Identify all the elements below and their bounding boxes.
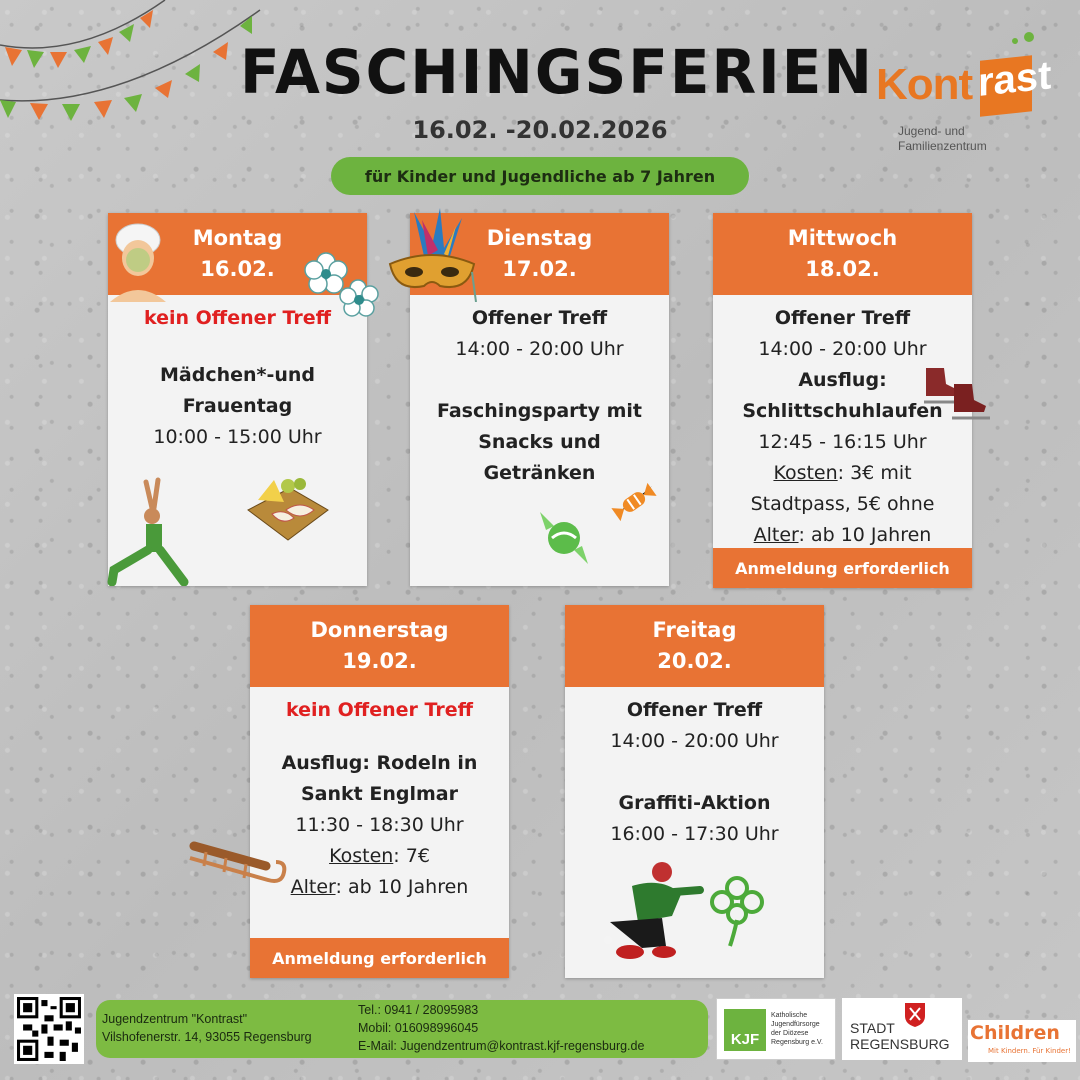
kjf-line: Regensburg e.V. (771, 1039, 823, 1046)
org-name: Jugendzentrum "Kontrast" (102, 1012, 248, 1026)
audience-badge: für Kinder und Jugendliche ab 7 Jahren (331, 157, 749, 195)
day-card-header (565, 605, 824, 687)
activity-title: Mädchen*-und (159, 364, 315, 386)
kjf-line: Jugendfürsorge (771, 1021, 820, 1028)
stadt-line: REGENSBURG (850, 1036, 950, 1052)
logo-subtitle (898, 124, 987, 154)
ice-skates-icon (920, 362, 994, 422)
activity-title: Snacks und (478, 431, 601, 453)
registration-banner: Anmeldung erforderlich (713, 548, 972, 588)
stadt-regensburg-logo (842, 998, 962, 1060)
date-range: 16.02. -20.02.2026 (412, 116, 668, 144)
activity-title: Ausflug: Rodeln in (281, 752, 478, 774)
activity-title: Getränken (483, 462, 596, 484)
day-date: 17.02. (502, 257, 577, 281)
logo-subtitle-line: Familienzentrum (898, 139, 987, 153)
candy-green-icon (536, 508, 592, 568)
children-logo (968, 1020, 1076, 1062)
age-line (713, 520, 972, 551)
cost-label: Kosten (773, 462, 838, 484)
bunting-garland-icon (0, 0, 270, 140)
kjf-line: der Diözese (771, 1030, 809, 1037)
cost-line (713, 458, 972, 489)
logo-subtitle-line: Jugend- und (898, 124, 965, 138)
activity-title: Sankt Englmar (301, 783, 458, 805)
kjf-short: KJF (730, 1031, 760, 1048)
clover-graffiti-icon (708, 874, 766, 948)
status-text: Offener Treff (774, 307, 911, 329)
yoga-woman-icon (106, 474, 190, 586)
phone: Tel.: 0941 / 28095983 (358, 1003, 479, 1017)
logo-text: Kont (876, 60, 973, 109)
mobile: Mobil: 016098996045 (358, 1021, 479, 1035)
logo-box-text: rast (978, 53, 1052, 105)
org-street: Vilshofenerstr. 14, 93055 Regensburg (102, 1030, 312, 1044)
qr-code-icon (14, 994, 84, 1064)
registration-banner: Anmeldung erforderlich (250, 938, 509, 978)
kontrast-logo (874, 52, 1054, 162)
activity-title: Frauentag (182, 395, 293, 417)
candy-orange-icon (610, 482, 658, 522)
logo-box (978, 53, 1052, 116)
activity-title: Ausflug: (798, 369, 887, 391)
logo-dot (1024, 32, 1034, 42)
day-date: 18.02. (805, 257, 880, 281)
children-slogan: Mit Kindern. Für Kinder! (988, 1047, 1071, 1055)
cost-label: Kosten (329, 845, 394, 867)
open-time: 14:00 - 20:00 Uhr (610, 730, 779, 752)
graffiti-sprayer-icon (602, 856, 706, 966)
email-link[interactable]: E-Mail: Jugendzentrum@kontrast.kjf-regensburg.de (358, 1039, 645, 1053)
activity-time: 11:30 - 18:30 Uhr (295, 814, 464, 836)
kjf-logo (716, 998, 836, 1060)
org-address (102, 1010, 312, 1046)
flower-icon (302, 248, 386, 322)
cost-value: : 3€ mit (837, 462, 912, 484)
day-card-body (565, 695, 824, 850)
activity-time: 16:00 - 17:30 Uhr (610, 823, 779, 845)
kjf-logo-mark (724, 1009, 766, 1051)
status-text: Offener Treff (471, 307, 608, 329)
age-value: : ab 10 Jahren (798, 524, 932, 546)
day-card-body (713, 303, 972, 551)
activity-time: 10:00 - 15:00 Uhr (153, 426, 322, 448)
kjf-text (771, 1011, 823, 1047)
stadt-text (850, 1020, 950, 1052)
status-text: kein Offener Treff (143, 307, 331, 329)
cost-value: : 7€ (393, 845, 430, 867)
page-title: FASCHINGSFERIEN (240, 36, 874, 108)
logo-dot (1012, 38, 1018, 44)
day-name: Montag (192, 226, 283, 250)
day-name: Mittwoch (787, 226, 898, 250)
day-date: 16.02. (200, 257, 275, 281)
day-card-body (108, 303, 367, 453)
day-date: 19.02. (342, 649, 417, 673)
kjf-line: Katholische (771, 1012, 808, 1019)
status-text: kein Offener Treff (285, 699, 473, 721)
age-label: Alter (290, 876, 336, 898)
activity-title: Schlittschuhlaufen (742, 400, 943, 422)
activity-title: Graffiti-Aktion (618, 792, 771, 814)
sled-icon (186, 832, 290, 888)
cheese-platter-icon (244, 470, 330, 542)
day-card-header (250, 605, 509, 687)
open-time: 14:00 - 20:00 Uhr (455, 338, 624, 360)
age-value: : ab 10 Jahren (335, 876, 469, 898)
day-date: 20.02. (657, 649, 732, 673)
day-name: Freitag (652, 618, 737, 642)
day-card-thursday (250, 605, 509, 978)
children-text: Children (970, 1022, 1060, 1044)
contact-info (358, 1001, 644, 1055)
open-time: 14:00 - 20:00 Uhr (758, 338, 927, 360)
activity-title: Faschingsparty mit (436, 400, 642, 422)
cost-line-2: Stadtpass, 5€ ohne (750, 493, 935, 515)
day-name: Donnerstag (310, 618, 449, 642)
day-card-body (410, 303, 669, 489)
stadt-line: STADT (850, 1020, 895, 1036)
day-name: Dienstag (486, 226, 593, 250)
face-mask-woman-icon (106, 218, 170, 302)
activity-time: 12:45 - 16:15 Uhr (758, 431, 927, 453)
age-label: Alter (753, 524, 799, 546)
status-text: Offener Treff (626, 699, 763, 721)
day-card-header (713, 213, 972, 295)
carnival-mask-icon (384, 206, 480, 302)
